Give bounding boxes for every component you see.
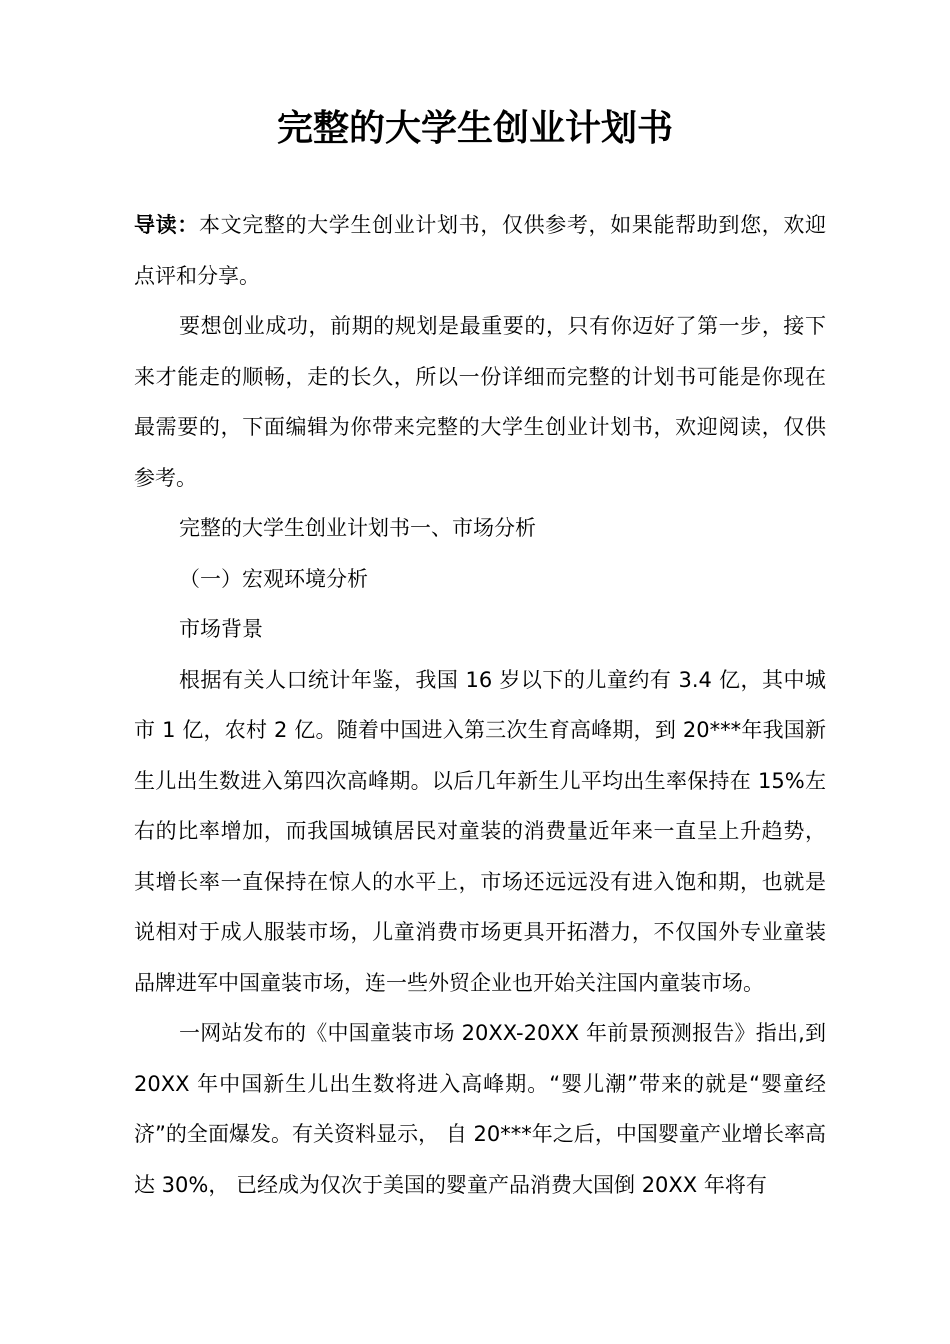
- subsection-heading: （一）宏观环境分析: [179, 566, 368, 591]
- lead-paragraph: [134, 200, 826, 301]
- lead-text: 本文完整的大学生创业计划书，仅供参考，如果能帮助到您，欢迎点评和分享。: [134, 213, 826, 288]
- intro-paragraph: 要想创业成功，前期的规划是最重要的，只有你迈好了第一步，接下来才能走的顺畅，走的长久，所以一份详细而完整的计划书可能是你现在最需要的，下面编辑为你带来完整的大学生创业计划书，欢迎阅读，仅供参考。: [134, 314, 826, 490]
- topic-heading: 市场背景: [179, 617, 263, 641]
- lead-label: 导读：: [134, 213, 199, 237]
- market-forecast-paragraph: 一网站发布的《中国童装市场 20XX-20XX 年前景预测报告》指出,到 20XX 年中国新生儿出生数将进入高峰期。“婴儿潮”带来的就是“婴童经济”的全面爆发。有关资料显示， 自 20***年之后，中国婴童产业增长率高达 30%， 已经成为仅次于美国的婴童产品消费大国倒 20XX 年将有: [134, 1021, 826, 1197]
- document-body: [134, 200, 826, 1210]
- market-background-paragraph: 根据有关人口统计年鉴，我国 16 岁以下的儿童约有 3.4 亿，其中城市 1 亿，农村 2 亿。随着中国进入第三次生育高峰期，到 20***年我国新生儿出生数进入第四次高峰期。以后几年新生儿平均出生率保持在 15%左右的比率增加，而我国城镇居民对童装的消费量近年来一直呈上升趋势，其增长率一直保持在惊人的水平上，市场还远远没有进入饱和期，也就是说相对于成人服装市场，儿童消费市场更具开拓潜力，不仅国外专业童装品牌进军中国童装市场，连一些外贸企业也开始关注国内童装市场。: [134, 667, 826, 995]
- document-title: 完整的大学生创业计划书: [276, 108, 673, 149]
- section-heading: 完整的大学生创业计划书一、市场分析: [179, 516, 536, 540]
